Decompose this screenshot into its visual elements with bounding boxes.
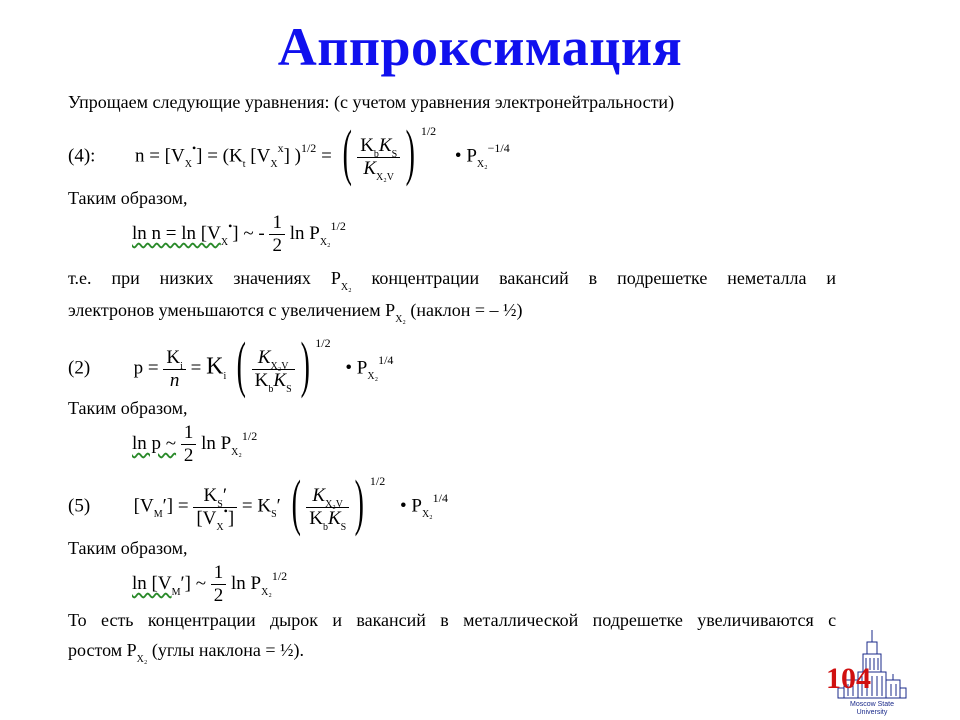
equation-4: (4): $n = [V_X^•] = (K_t$ $[V_X^x] )^{1/2}$ = ( $\frac{K_bK_S}{K_{X_2V}}$ ) $^{1/2}$ • $P_{X_2}^{-1/4}$: [68, 119, 510, 187]
ln-equation-3: $\ln [V_M']$ ~ $\frac{1}{2}$ $\ln P_{X_2}^{1/2}$: [132, 562, 288, 606]
thus-1: Таким образом,: [68, 188, 188, 208]
equation-5: (5) $[V_M']$ = $\frac{K_S'}{[V_X^•]}$ = $K_S'$ ( $\frac{K_{X_2V}}{K_bK_S}$ ) $^{1/2}$ • $P_{X_2}^{1/4}$: [68, 469, 448, 537]
eq2-fraction: $\frac{K_{X_2V}}{K_bK_S}$: [252, 347, 295, 392]
page-number: 104: [826, 662, 871, 695]
eq4-fraction: $\frac{K_bK_S}{K_{X_2V}}$: [357, 135, 400, 180]
eq5-label: (5): [68, 495, 91, 517]
slide-title: Аппроксимация: [277, 17, 683, 77]
ln-equation-2: ln p ~ $\frac{1}{2}$ $\ln P_{X_2}^{1/2}$: [132, 422, 258, 466]
equation-2: (2) p = $\frac{K_i}{n}$ = $K_i$ ( $\frac{K_{X_2V}}{K_bK_S}$ ) $^{1/2}$ • $P_{X_2}^{1/4}$: [68, 331, 394, 399]
eq5-fraction: $\frac{K_{X_2V}}{K_bK_S}$: [306, 485, 349, 530]
logo-text-line-2: University: [856, 709, 888, 716]
paragraph-2-line-2: ростом $P_{X_2}$ (углы наклона = ½).: [68, 640, 304, 665]
paragraph-2-line-1: То есть концентрации дырок и вакансий в металлической подрешетке увеличиваются с: [68, 610, 837, 630]
intro-text: Упрощаем следующие уравнения: (с учетом уравнения электронейтральности): [68, 92, 675, 112]
thus-2: Таким образом,: [68, 398, 188, 418]
eq4-label: (4):: [68, 145, 96, 167]
ln-equation-1: $\ln n = \ln [V_X^•]$ ~ - $\frac{1}{2}$ $\ln P_{X_2}^{1/2}$: [132, 212, 346, 256]
paragraph-1-line-2: электронов уменьшаются с увеличением $P_{X_2}$ (наклон = – ½): [68, 300, 523, 325]
logo-text-line-1: Moscow State: [850, 701, 894, 708]
thus-3: Таким образом,: [68, 538, 188, 558]
paragraph-1-line-1: т.е. при низких значениях $P_{X_2}$ концентрации вакансий в подрешетке неметалла и: [68, 268, 837, 293]
eq2-label: (2): [68, 357, 91, 379]
